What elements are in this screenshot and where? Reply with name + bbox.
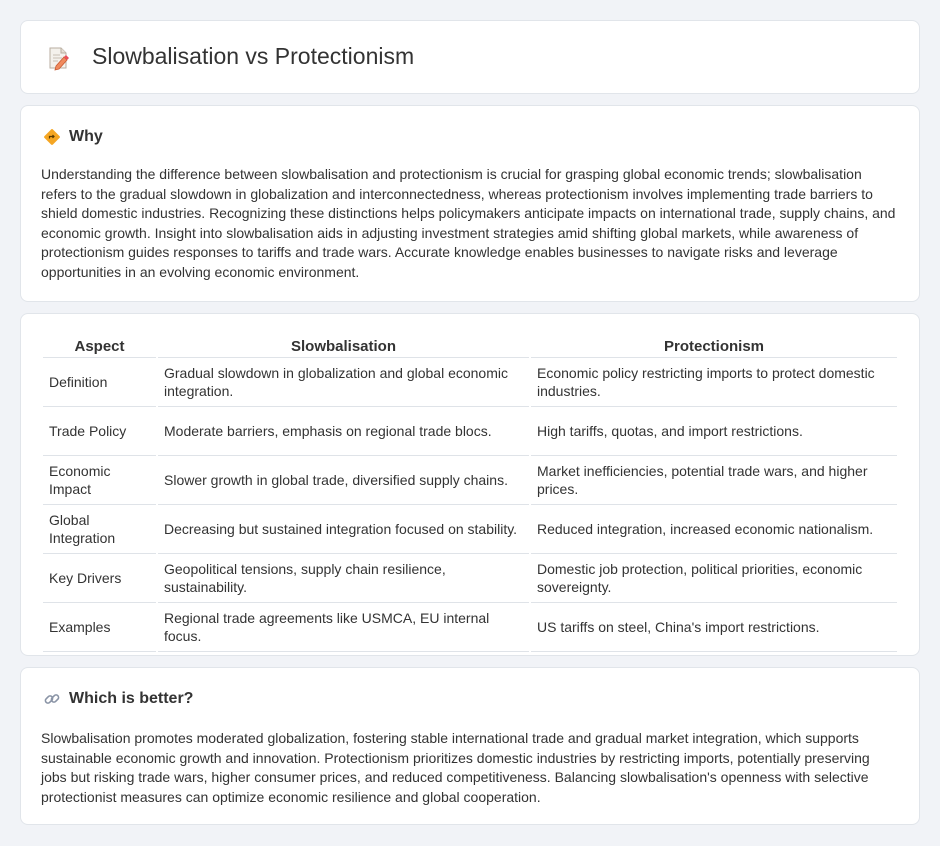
table-cell-aspect: Key Drivers: [43, 554, 156, 603]
table-cell-slowbalisation: Decreasing but sustained integration focused on stability.: [158, 505, 529, 554]
table-cell-protectionism: Economic policy restricting imports to protect domestic industries.: [531, 358, 897, 407]
table-cell-protectionism: Reduced integration, increased economic nationalism.: [531, 505, 897, 554]
why-section: [20, 105, 920, 302]
table-cell-aspect: Trade Policy: [43, 407, 156, 456]
which-is-better-section: [20, 667, 920, 825]
table-header-row: [43, 336, 897, 358]
header-card: [20, 20, 920, 94]
table-cell-aspect: Economic Impact: [43, 456, 156, 505]
table-cell-aspect: Definition: [43, 358, 156, 407]
table-cell-protectionism: Domestic job protection, political priorities, economic sovereignty.: [531, 554, 897, 603]
column-header-slowbalisation: Slowbalisation: [158, 336, 529, 358]
table-cell-slowbalisation: Moderate barriers, emphasis on regional trade blocs.: [158, 407, 529, 456]
why-heading: Why: [69, 128, 103, 145]
column-header-protectionism: Protectionism: [531, 336, 897, 358]
table-cell-aspect: Examples: [43, 603, 156, 652]
column-header-aspect: Aspect: [43, 336, 156, 358]
page-title: Slowbalisation vs Protectionism: [92, 43, 415, 69]
table-row: [43, 505, 897, 554]
table-cell-slowbalisation: Geopolitical tensions, supply chain resilience, sustainability.: [158, 554, 529, 603]
why-body: Understanding the difference between slowbalisation and protectionism is crucial for grasping global economic trends; slowbalisation refers to the gradual slowdown in globalization and interconnectedness, whereas protectionism involves implementing trade barriers to shield domestic industries. Recognizing these distinctions helps policymakers anticipate impacts on international trade, supply chains, and economic growth. Insight into slowbalisation aids in adjusting investment strategies amid shifting global markets, while awareness of protectionism guides responses to tariffs and trade wars. Accurate knowledge enables businesses to navigate risks and leverage opportunities in an evolving economic environment.: [41, 166, 896, 280]
table-row: [43, 358, 897, 407]
better-heading-row: [43, 690, 193, 708]
table-cell-slowbalisation: Gradual slowdown in globalization and global economic integration.: [158, 358, 529, 407]
diamond-signpost-icon: [43, 128, 61, 146]
why-heading-row: [43, 128, 103, 146]
table-row: [43, 456, 897, 505]
table-row: [43, 407, 897, 456]
table-cell-slowbalisation: Regional trade agreements like USMCA, EU internal focus.: [158, 603, 529, 652]
document-edit-icon: [45, 45, 71, 71]
table-cell-protectionism: Market inefficiencies, potential trade wars, and higher prices.: [531, 456, 897, 505]
link-icon: [43, 690, 61, 708]
table-row: [43, 603, 897, 652]
table-cell-protectionism: US tariffs on steel, China's import restrictions.: [531, 603, 897, 652]
table-cell-protectionism: High tariffs, quotas, and import restrictions.: [531, 407, 897, 456]
better-body: Slowbalisation promotes moderated globalization, fostering stable international trade and gradual market integration, which supports sustainable economic growth and innovation. Protectionism prioritizes domestic industries by restricting imports, potentially preserving jobs but risking trade wars, higher consumer prices, and reduced competitiveness. Balancing slowbalisation's openness with selective protectionist measures can optimize economic resilience and global cooperation.: [41, 730, 870, 805]
comparison-table: [41, 336, 899, 652]
comparison-table-card: [20, 313, 920, 656]
better-heading: Which is better?: [69, 690, 194, 707]
table-cell-slowbalisation: Slower growth in global trade, diversified supply chains.: [158, 456, 529, 505]
table-row: [43, 554, 897, 603]
table-cell-aspect: Global Integration: [43, 505, 156, 554]
